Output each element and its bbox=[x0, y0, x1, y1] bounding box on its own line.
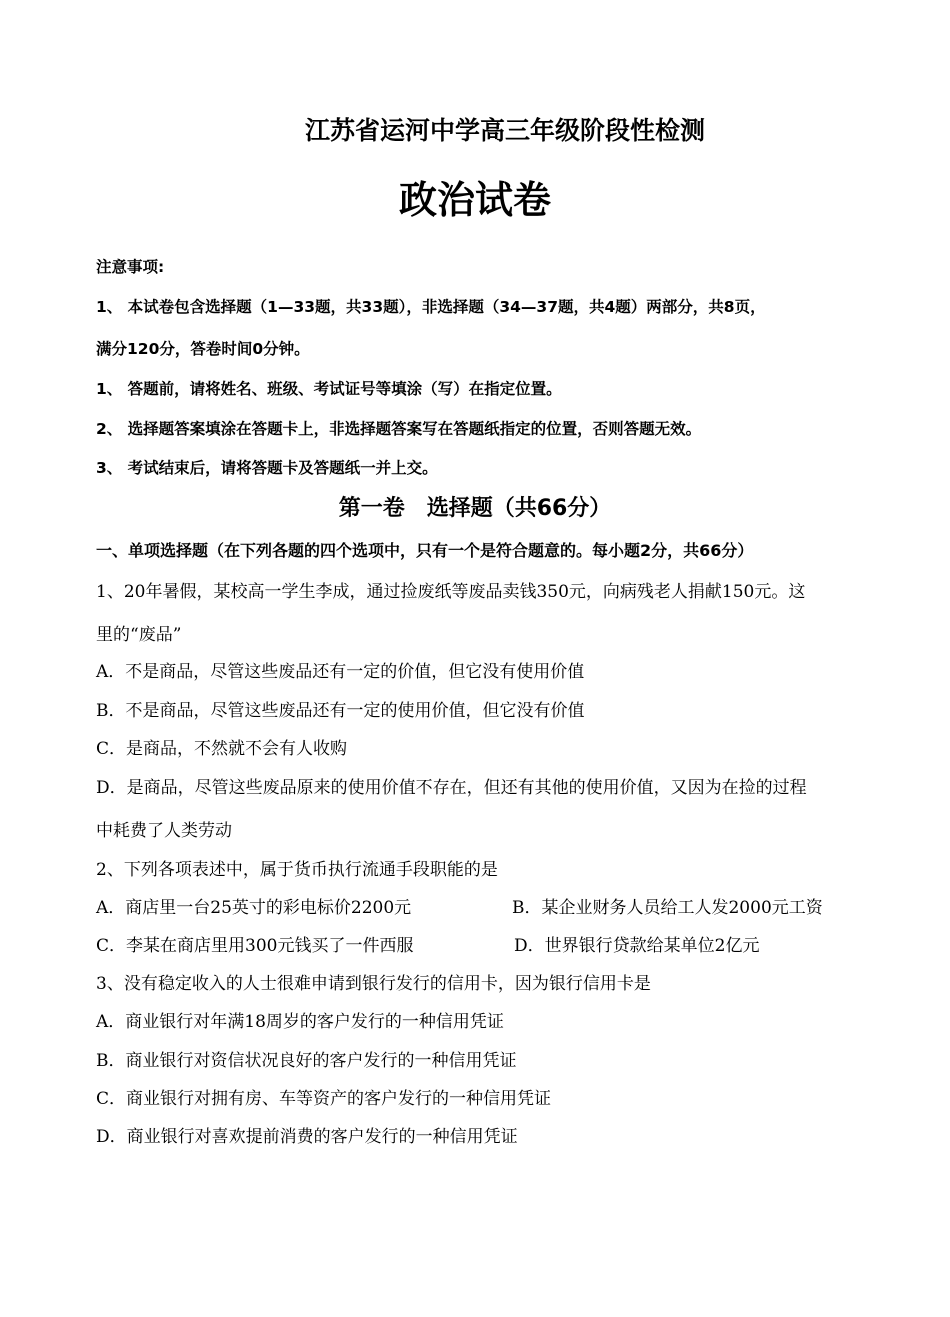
question-2-option-b: B．某企业财务人员给工人发2000元工资 bbox=[512, 898, 823, 918]
question-1-option-d: D．是商品，尽管这些废品原来的使用价值不存在，但还有其他的使用价值，又因为在捡的过程 bbox=[96, 778, 807, 798]
notice-heading: 注意事项: bbox=[96, 258, 165, 276]
question-3-option-d: D．商业银行对喜欢提前消费的客户发行的一种信用凭证 bbox=[96, 1127, 518, 1147]
question-1-option-d-continued: 中耗费了人类劳动 bbox=[96, 821, 232, 841]
exam-school-title: 江苏省运河中学高三年级阶段性检测 bbox=[304, 116, 705, 145]
notice-item: 1、 答题前，请将姓名、班级、考试证号等填涂（写）在指定位置。 bbox=[96, 380, 562, 398]
notice-item: 1、 本试卷包含选择题（1—33题，共33题），非选择题（34—37题，共4题）两部分，共8页， bbox=[96, 298, 766, 316]
question-1-option-a: A．不是商品，尽管这些废品还有一定的价值，但它没有使用价值 bbox=[96, 662, 585, 682]
question-3-option-c: C．商业银行对拥有房、车等资产的客户发行的一种信用凭证 bbox=[96, 1089, 552, 1109]
question-1-stem-continued: 里的“废品” bbox=[96, 625, 182, 645]
question-3-option-b: B．商业银行对资信状况良好的客户发行的一种信用凭证 bbox=[96, 1051, 517, 1071]
question-3-option-a: A．商业银行对年满18周岁的客户发行的一种信用凭证 bbox=[96, 1012, 504, 1032]
question-2-option-c: C．李某在商店里用300元钱买了一件西服 bbox=[96, 936, 414, 956]
question-2-option-a: A．商店里一台25英寸的彩电标价2200元 bbox=[96, 898, 412, 918]
question-1-option-b: B．不是商品，尽管这些废品还有一定的使用价值，但它没有价值 bbox=[96, 701, 585, 721]
notice-item: 满分120分，答卷时间0分钟。 bbox=[96, 340, 310, 358]
question-1-option-c: C．是商品，不然就不会有人收购 bbox=[96, 739, 348, 759]
question-3-stem: 3、没有稳定收入的人士很难申请到银行发行的信用卡，因为银行信用卡是 bbox=[96, 974, 651, 994]
question-2-option-d: D．世界银行贷款给某单位2亿元 bbox=[514, 936, 760, 956]
notice-item: 3、 考试结束后，请将答题卡及答题纸一并上交。 bbox=[96, 459, 438, 477]
section-instruction: 一、单项选择题（在下列各题的四个选项中，只有一个是符合题意的。每小题2分，共66分） bbox=[96, 541, 754, 560]
section-title: 第一卷 选择题（共66分） bbox=[338, 496, 612, 521]
notice-item: 2、 选择题答案填涂在答题卡上，非选择题答案写在答题纸指定的位置，否则答题无效。 bbox=[96, 420, 702, 438]
question-1-stem: 1、20年暑假，某校高一学生李成，通过捡废纸等废品卖钱350元，向病残老人捐献150元。这 bbox=[96, 582, 806, 602]
question-2-stem: 2、下列各项表述中，属于货币执行流通手段职能的是 bbox=[96, 860, 498, 880]
exam-subject-title: 政治试卷 bbox=[398, 178, 551, 222]
